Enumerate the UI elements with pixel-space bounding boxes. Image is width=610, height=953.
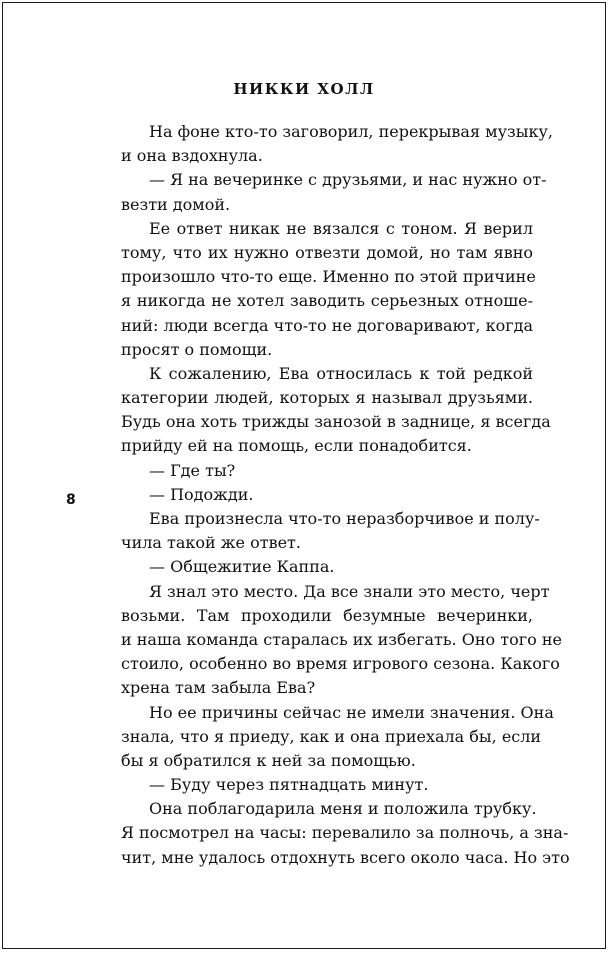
text-line: возьми. Там проходили безумные вечеринки, [121,605,533,625]
text-line: прийду ей на помощь, если понадобится. [121,436,472,456]
text-line: я никогда не хотел заводить серьезных отноше- [121,291,533,311]
text-line: — Буду через пятнадцать минут. [149,775,429,795]
book-page [2,2,606,949]
text-line: просят о помощи. [121,339,273,359]
text-line: произошло что-то еще. Именно по этой причине [121,267,536,287]
text-line: Она поблагодарила меня и положила трубку. [149,799,537,819]
page-number: 8 [66,492,76,508]
text-line: Ее ответ никак не вязался с тоном. Я верил [149,218,533,238]
text-line: — Общежитие Каппа. [149,557,335,577]
text-line: категории людей, которых я называл друзьями. [121,388,533,408]
text-line: На фоне кто-то заговорил, перекрывая музыку, [149,122,553,141]
text-line: везти домой. [121,194,231,214]
text-line: Будь она хоть трижды занозой в заднице, я всегда [121,412,551,432]
body-text [121,120,570,870]
text-line: бы я обратился к ней за помощью. [121,750,416,770]
text-line: чит, мне удалось отдохнуть всего около часа. Но это [121,847,570,867]
text-line: чила такой же ответ. [121,533,301,553]
text-line: К сожалению, Ева относилась к той редкой [149,363,533,383]
text-line: Но ее причины сейчас не имели значения. Она [149,702,554,722]
text-line: — Я на вечеринке с друзьями, и нас нужно от- [149,170,547,190]
running-head-title: НИККИ ХОЛЛ [233,80,375,98]
text-line: — Подожди. [149,484,254,504]
text-line: ний: люди всегда что-то не договаривают, когда [121,315,533,335]
text-line: знала, что я приеду, как и она приехала бы, если [121,726,542,746]
text-line: хрена там забыла Ева? [121,678,316,698]
text-line: и она вздохнула. [121,146,263,166]
text-line: Я знал это место. Да все знали это место, черт [149,581,550,601]
text-line: и наша команда старалась их избегать. Оно того не [121,629,562,649]
text-line: Я посмотрел на часы: перевалило за полночь, а зна- [121,823,569,843]
text-line: тому, что их нужно отвезти домой, но там явно [121,242,533,262]
text-line: стоило, особенно во время игрового сезона. Какого [121,654,560,674]
text-line: Ева произнесла что-то неразборчивое и полу- [149,509,540,528]
text-line: — Где ты? [149,460,236,480]
